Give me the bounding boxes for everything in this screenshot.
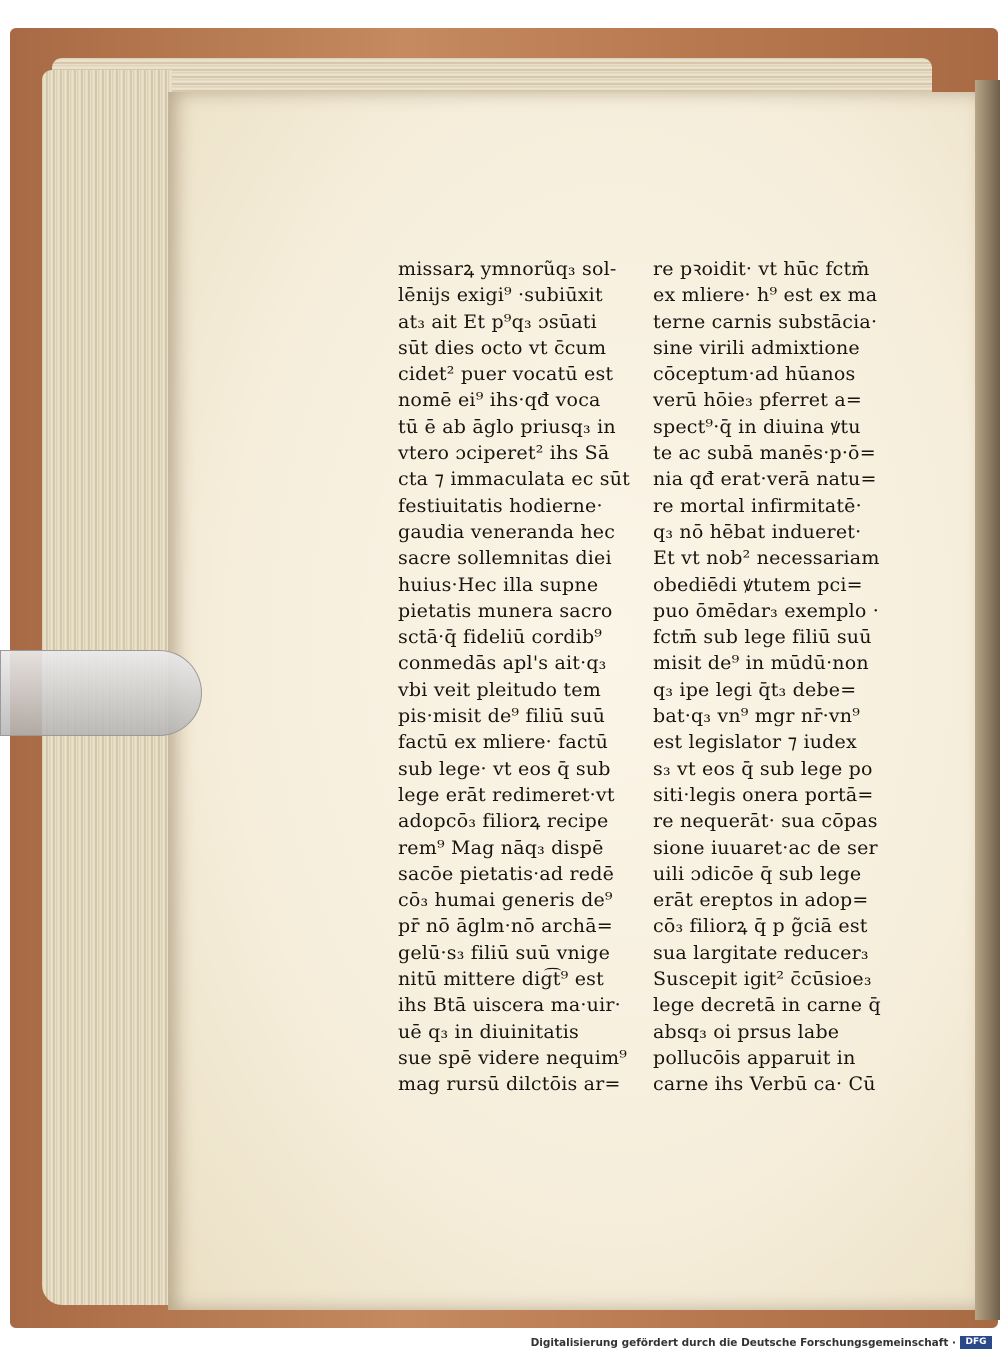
text-line: tū ē ab āglo priusq₃ in bbox=[398, 415, 616, 438]
text-line: verū hōie₃ pferret a= bbox=[653, 389, 862, 412]
text-line: nomē ei⁹ ihs·qđ voca bbox=[398, 389, 601, 412]
text-line: re pꝛoidit· vt hūc fctm̄ bbox=[653, 258, 870, 280]
text-line: misit de⁹ in mūdū·non bbox=[653, 652, 869, 675]
text-line: lege erāt redimeret·vt bbox=[398, 783, 615, 806]
text-line: missarꝝ ymnorũq₃ sol- bbox=[398, 258, 617, 280]
text-line: fctm̄ sub lege filiū suū bbox=[653, 626, 872, 649]
text-line: cōceptum·ad hūanos bbox=[653, 363, 856, 386]
text-line: absq₃ oi prsus labe bbox=[653, 1020, 840, 1043]
text-column-right bbox=[653, 256, 899, 1098]
text-line: gaudia veneranda hec bbox=[398, 520, 616, 543]
text-line: Suscepit igit² c̄cūsioe₃ bbox=[653, 968, 872, 991]
text-line: mag rursū dilctōis ar= bbox=[398, 1073, 621, 1096]
text-line: sctā·q̄ fideliū cordib⁹ bbox=[398, 626, 603, 649]
text-line: huius·Hec illa supne bbox=[398, 573, 599, 596]
text-line: q₃ ipe legi q̄t₃ debe= bbox=[653, 678, 857, 701]
text-line: erāt ereptos in adop= bbox=[653, 889, 869, 912]
text-line: festiuitatis hodierne· bbox=[398, 494, 603, 517]
text-line: vbi veit pleitudo tem bbox=[398, 678, 601, 701]
text-line: q₃ nō hēbat indueret· bbox=[653, 520, 862, 543]
text-line: gelū·s₃ filiū suū vnige bbox=[398, 941, 611, 964]
text-line: sūt dies octo vt c̄cum bbox=[398, 336, 607, 359]
text-line: bat·q₃ vn⁹ mgr nr̄·vn⁹ bbox=[653, 705, 861, 728]
dfg-logo: DFG bbox=[960, 1336, 992, 1349]
text-line: sacre sollemnitas diei bbox=[398, 547, 612, 570]
text-line: factū ex mliere· factū bbox=[398, 731, 609, 754]
text-line: sione iuuaret·ac de ser bbox=[653, 836, 878, 859]
text-line: conmedās apl's ait·q₃ bbox=[398, 652, 607, 675]
footer-bar bbox=[0, 1328, 1000, 1355]
text-line: lēnijs exigi⁹ ·subiūxit bbox=[398, 284, 603, 307]
text-column-left bbox=[398, 256, 658, 1098]
text-line: pr̄ nō āglm·nō archā= bbox=[398, 915, 613, 938]
text-line: rem⁹ Mag nāq₃ dispē bbox=[398, 836, 604, 859]
text-line: cta ⁊ immaculata ec sūt bbox=[398, 468, 630, 491]
text-line: terne carnis substācia· bbox=[653, 310, 878, 333]
text-line: obediēdi ꝟtutem pci= bbox=[653, 573, 863, 596]
text-line: Et vt nob² necessariam bbox=[653, 547, 880, 570]
text-line: uē q₃ in diuinitatis bbox=[398, 1020, 579, 1043]
text-line: sub lege· vt eos q̄ sub bbox=[398, 757, 611, 780]
book-gutter bbox=[975, 80, 1000, 1320]
text-line: at₃ ait Et p⁹q₃ ɔsūati bbox=[398, 310, 597, 333]
text-line: te ac subā manēs·p·ō= bbox=[653, 442, 876, 465]
text-line: pis·misit de⁹ filiū suū bbox=[398, 705, 606, 728]
text-line: nitū mittere dig͡t⁹ est bbox=[398, 968, 604, 991]
text-line: re nequerāt· sua cōpas bbox=[653, 810, 878, 833]
funding-notice: Digitalisierung gefördert durch die Deutsche Forschungsgemeinschaft · bbox=[530, 1337, 956, 1349]
text-line: carne ihs Verbū ca· Cū bbox=[653, 1073, 876, 1096]
page-holder-clip bbox=[0, 650, 202, 736]
text-line: uili ɔdicōe q̄ sub lege bbox=[653, 862, 862, 885]
text-line: spect⁹·q̄ in diuina ꝟtu bbox=[653, 415, 861, 438]
text-line: ex mliere· h⁹ est ex ma bbox=[653, 284, 878, 307]
text-line: re mortal infirmitatē· bbox=[653, 494, 862, 517]
text-line: cō₃ humai generis de⁹ bbox=[398, 889, 613, 912]
text-line: pollucōis apparuit in bbox=[653, 1046, 856, 1069]
text-line: cidet² puer vocatū est bbox=[398, 363, 614, 386]
text-line: puo ōmēdar₃ exemplo · bbox=[653, 599, 879, 622]
text-line: s₃ vt eos q̄ sub lege po bbox=[653, 757, 873, 780]
text-line: siti·legis onera portā= bbox=[653, 783, 874, 806]
text-line: sue spē videre nequim⁹ bbox=[398, 1046, 628, 1069]
text-line: pietatis munera sacro bbox=[398, 599, 613, 622]
text-line: sua largitate reducer₃ bbox=[653, 941, 869, 964]
text-line: ihs Btā uiscera ma·uir· bbox=[398, 994, 621, 1017]
text-line: vtero ɔciperet² ihs Sā bbox=[398, 442, 610, 465]
text-line: adopcō₃ filiorꝝ recipe bbox=[398, 810, 609, 833]
text-line: sacōe pietatis·ad redē bbox=[398, 862, 615, 885]
text-line: est legislator ⁊ iudex bbox=[653, 731, 857, 754]
text-line: cō₃ filiorꝝ q̄ p g̃ciā est bbox=[653, 915, 868, 938]
text-line: lege decretā in carne q̄ bbox=[653, 994, 881, 1017]
text-line: nia qđ erat·verā natu= bbox=[653, 468, 877, 491]
text-line: sine virili admixtione bbox=[653, 336, 860, 359]
